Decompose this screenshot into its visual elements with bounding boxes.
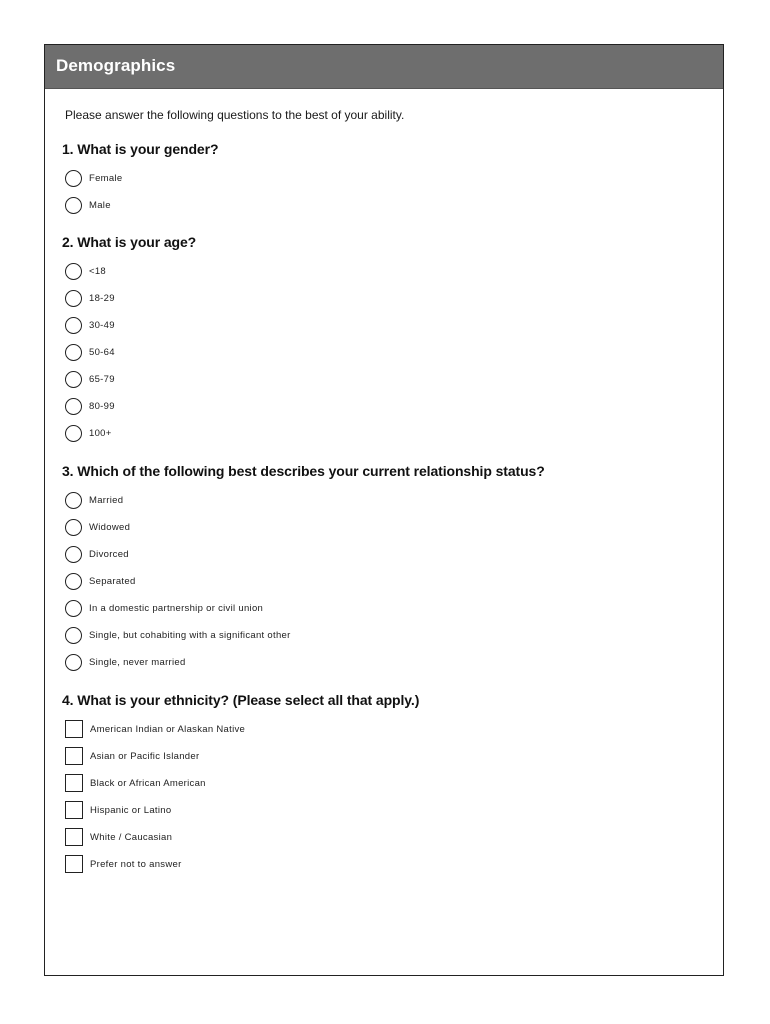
checkbox[interactable]: [65, 801, 83, 819]
question-relationship-title: 3. Which of the following best describes your current relationship status?: [62, 463, 545, 479]
option-ethnicity-hispanic[interactable]: [65, 800, 171, 820]
radio-button[interactable]: [65, 492, 82, 509]
radio-button[interactable]: [65, 546, 82, 563]
option-ethnicity-asian[interactable]: [65, 746, 199, 766]
option-label: Black or African American: [90, 777, 206, 789]
radio-button[interactable]: [65, 627, 82, 644]
radio-button[interactable]: [65, 197, 82, 214]
option-label: Asian or Pacific Islander: [90, 750, 200, 762]
checkbox[interactable]: [65, 747, 83, 765]
option-label: Widowed: [89, 521, 131, 533]
radio-button[interactable]: [65, 263, 82, 280]
radio-button[interactable]: [65, 519, 82, 536]
option-label: Separated: [89, 575, 136, 587]
option-label: Married: [89, 494, 124, 506]
checkbox[interactable]: [65, 774, 83, 792]
option-label: Single, never married: [89, 656, 186, 668]
option-label: White / Caucasian: [90, 831, 173, 843]
option-relationship-married[interactable]: [65, 490, 123, 510]
checkbox[interactable]: [65, 828, 83, 846]
option-label: In a domestic partnership or civil union: [89, 602, 264, 614]
option-ethnicity-prefer-not[interactable]: [65, 854, 182, 874]
option-label: Male: [89, 199, 111, 211]
option-age-under-18[interactable]: [65, 261, 106, 281]
option-label: 50-64: [89, 346, 115, 358]
option-label: 65-79: [89, 373, 115, 385]
option-label: Hispanic or Latino: [90, 804, 172, 816]
option-label: <18: [89, 265, 107, 277]
option-ethnicity-white[interactable]: [65, 827, 172, 847]
option-label: 18-29: [89, 292, 115, 304]
radio-button[interactable]: [65, 654, 82, 671]
option-label: Divorced: [89, 548, 129, 560]
option-relationship-divorced[interactable]: [65, 544, 129, 564]
form-title: Demographics: [56, 56, 176, 75]
option-relationship-separated[interactable]: [65, 571, 136, 591]
option-relationship-cohabiting[interactable]: [65, 625, 291, 645]
checkbox[interactable]: [65, 855, 83, 873]
radio-button[interactable]: [65, 290, 82, 307]
option-relationship-single[interactable]: [65, 652, 186, 672]
radio-button[interactable]: [65, 170, 82, 187]
radio-button[interactable]: [65, 600, 82, 617]
radio-button[interactable]: [65, 344, 82, 361]
option-age-65-79[interactable]: [65, 369, 115, 389]
option-relationship-domestic-partnership[interactable]: [65, 598, 263, 618]
form-intro: Please answer the following questions to the best of your ability.: [65, 108, 405, 122]
survey-form: [44, 44, 724, 976]
option-age-50-64[interactable]: [65, 342, 115, 362]
question-ethnicity-title: 4. What is your ethnicity? (Please select all that apply.): [62, 692, 420, 708]
question-age-title: 2. What is your age?: [62, 234, 197, 250]
radio-button[interactable]: [65, 371, 82, 388]
option-label: American Indian or Alaskan Native: [90, 723, 246, 735]
radio-button[interactable]: [65, 398, 82, 415]
option-label: 30-49: [89, 319, 115, 331]
radio-button[interactable]: [65, 573, 82, 590]
question-gender-title: 1. What is your gender?: [62, 141, 219, 157]
option-label: Female: [89, 172, 123, 184]
option-ethnicity-american-indian[interactable]: [65, 719, 245, 739]
option-age-80-99[interactable]: [65, 396, 115, 416]
option-label: 80-99: [89, 400, 115, 412]
option-age-100-plus[interactable]: [65, 423, 112, 443]
radio-button[interactable]: [65, 317, 82, 334]
option-age-18-29[interactable]: [65, 288, 115, 308]
form-header: [45, 45, 723, 89]
option-age-30-49[interactable]: [65, 315, 115, 335]
option-label: 100+: [89, 427, 112, 439]
radio-button[interactable]: [65, 425, 82, 442]
option-label: Prefer not to answer: [90, 858, 182, 870]
option-gender-female[interactable]: [65, 168, 122, 188]
option-ethnicity-black[interactable]: [65, 773, 206, 793]
option-relationship-widowed[interactable]: [65, 517, 130, 537]
option-gender-male[interactable]: [65, 195, 111, 215]
checkbox[interactable]: [65, 720, 83, 738]
option-label: Single, but cohabiting with a significant other: [89, 629, 291, 641]
